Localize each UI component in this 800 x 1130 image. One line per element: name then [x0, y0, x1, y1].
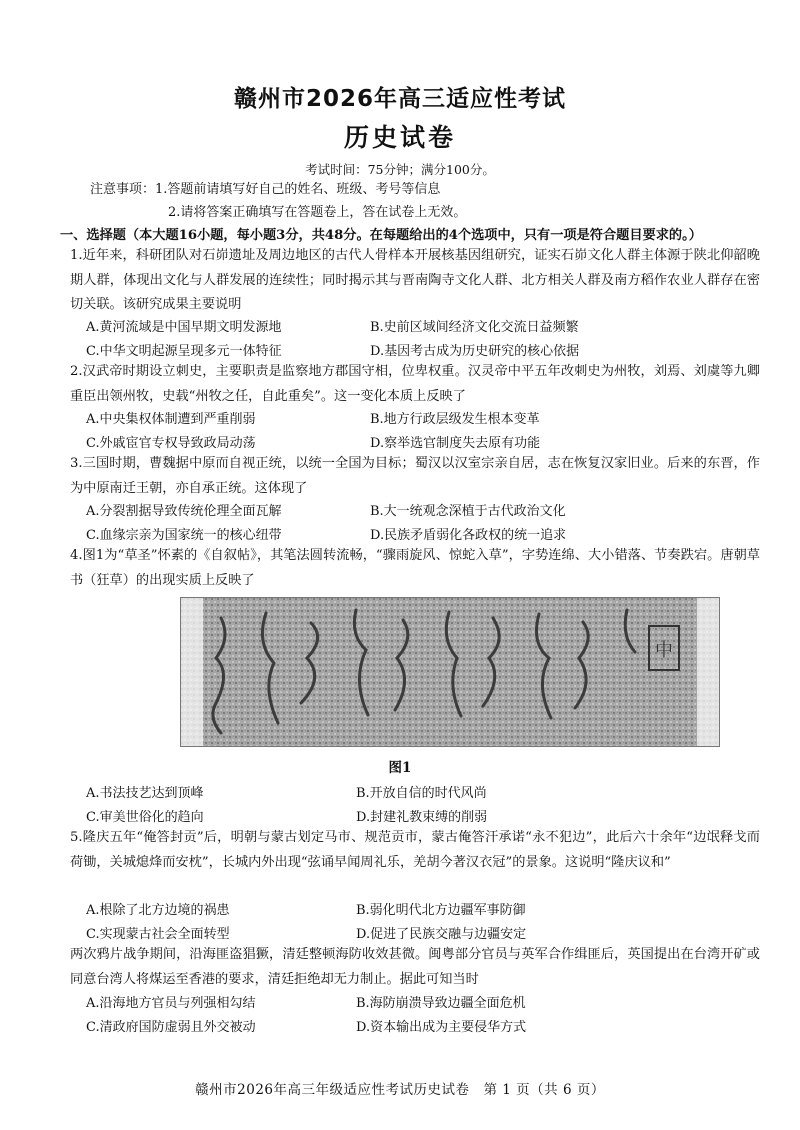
- notice-line-1: 注意事项：1.答题前请填写好自己的姓名、班级、考号等信息: [90, 182, 441, 197]
- question-6-option-a: A.沿海地方官员与列强相勾结: [86, 996, 256, 1011]
- question-2-option-d: D.察举选官制度失去原有功能: [370, 436, 541, 451]
- question-4-option-b: B.开放自信的时代风尚: [356, 786, 487, 801]
- question-stem-2: 2.汉武帝时期设立刺史，主要职责是监察地方郡国守相，位卑权重。汉灵帝中平五年改刺史为州牧，刘焉、刘虞等九卿重臣出领州牧，史载“州牧之任，自此重矣”。这一变化本质上反映了: [70, 364, 760, 404]
- exam-subject: 历史试卷: [343, 123, 456, 152]
- question-stem-3: 3.三国时期，曹魏据中原而自视正统，以统一全国为目标；蜀汉以汉室宗亲自居，志在恢复汉家旧业。后来的东晋，作为中原南迁王朝，亦自承正统。这体现了: [70, 456, 760, 496]
- question-2-option-c: C.外戚宦官专权导致政局动荡: [86, 436, 256, 451]
- figure-caption: 图1: [388, 760, 412, 776]
- question-6-option-c: C.清政府国防虚弱且外交被动: [86, 1020, 256, 1035]
- question-1-option-d: D.基因考古成为历史研究的核心依据: [370, 344, 580, 359]
- question-3-option-c: C.血缘宗亲为国家统一的核心纽带: [86, 528, 282, 543]
- question-3-option-a: A.分裂割据导致传统伦理全面瓦解: [86, 504, 282, 519]
- question-3-option-b: B.大一统观念深植于古代政治文化: [370, 504, 566, 519]
- calligraphy-figure: [180, 597, 720, 747]
- question-4-option-a: A.书法技艺达到顶峰: [86, 786, 204, 801]
- question-5-option-a: A.根除了北方边境的祸患: [86, 903, 230, 918]
- question-stem-5: 5.隆庆五年“俺答封贡”后，明朝与蒙古划定马市、规范贡市，蒙古俺答汗承诺“永不犯边”，此后六十余年“边氓释戈而荷锄，关城熄烽而安枕”，长城内外出现“弦诵早闻周礼乐，羌胡今著汉衣冠”的景象。这说明“隆庆议和”: [70, 830, 760, 870]
- question-2-option-a: A.中央集权体制遭到严重削弱: [86, 412, 256, 427]
- question-5-option-c: C.实现蒙古社会全面转型: [86, 927, 230, 942]
- question-1-option-b: B.史前区域间经济文化交流日益频繁: [370, 320, 579, 335]
- notice-line-2: 2.请将答案正确填写在答题卷上，答在试卷上无效。: [168, 205, 467, 220]
- question-5-option-d: D.促进了民族交融与边疆安定: [356, 927, 527, 942]
- question-stem-4: 4.图1为“草圣”怀素的《自叙帖》，其笔法圆转流畅，“骤雨旋风、惊蛇入草”，字势连绵、大小错落、节奏跌宕。唐朝草书（狂草）的出现实质上反映了: [70, 548, 760, 588]
- question-6-option-d: D.资本输出成为主要侵华方式: [356, 1020, 527, 1035]
- question-stem-1: 1.近年来，科研团队对石峁遗址及周边地区的古代人骨样本开展核基因组研究，证实石峁文化人群主体源于陕北仰韶晚期人群，体现出文化与人群发展的连续性；同时揭示其与晋南陶寺文化人群、北方相关人群及南方稻作农业人群存在密切关联。该研究成果主要说明: [70, 248, 760, 312]
- question-2-option-b: B.地方行政层级发生根本变革: [370, 412, 540, 427]
- calligraphy-image: [181, 598, 719, 746]
- section-heading: 一、选择题（本大题16小题，每小题3分，共48分。在每题给出的4个选项中，只有一项是符合题目要求的。）: [60, 228, 702, 243]
- question-1-option-c: C.中华文明起源呈现多元一体特征: [86, 344, 282, 359]
- exam-title: 赣州市2026年高三适应性考试: [233, 86, 566, 112]
- question-6-option-b: B.海防崩溃导致边疆全面危机: [356, 996, 526, 1011]
- exam-time-info: 考试时间：75分钟；满分100分。: [305, 162, 495, 177]
- question-4-option-c: C.审美世俗化的趋向: [86, 810, 204, 825]
- page-footer: 赣州市2026年高三年级适应性考试历史试卷 第 1 页（共 6 页）: [195, 1082, 605, 1098]
- question-1-option-a: A.黄河流域是中国早期文明发源地: [86, 320, 282, 335]
- question-3-option-d: D.民族矛盾弱化各政权的统一追求: [370, 528, 567, 543]
- question-stem-6: 两次鸦片战争期间，沿海匪盗猖獗，清廷整顿海防收效甚微。闽粤部分官员与英军合作缉匪后，英国提出在台湾开矿或同意台湾人将煤运至香港的要求，清廷拒绝却无力制止。据此可知当时: [70, 947, 760, 987]
- question-4-option-d: D.封建礼教束缚的削弱: [356, 810, 488, 825]
- question-5-option-b: B.弱化明代北方边疆军事防御: [356, 903, 526, 918]
- seal-text: 中: [655, 640, 673, 661]
